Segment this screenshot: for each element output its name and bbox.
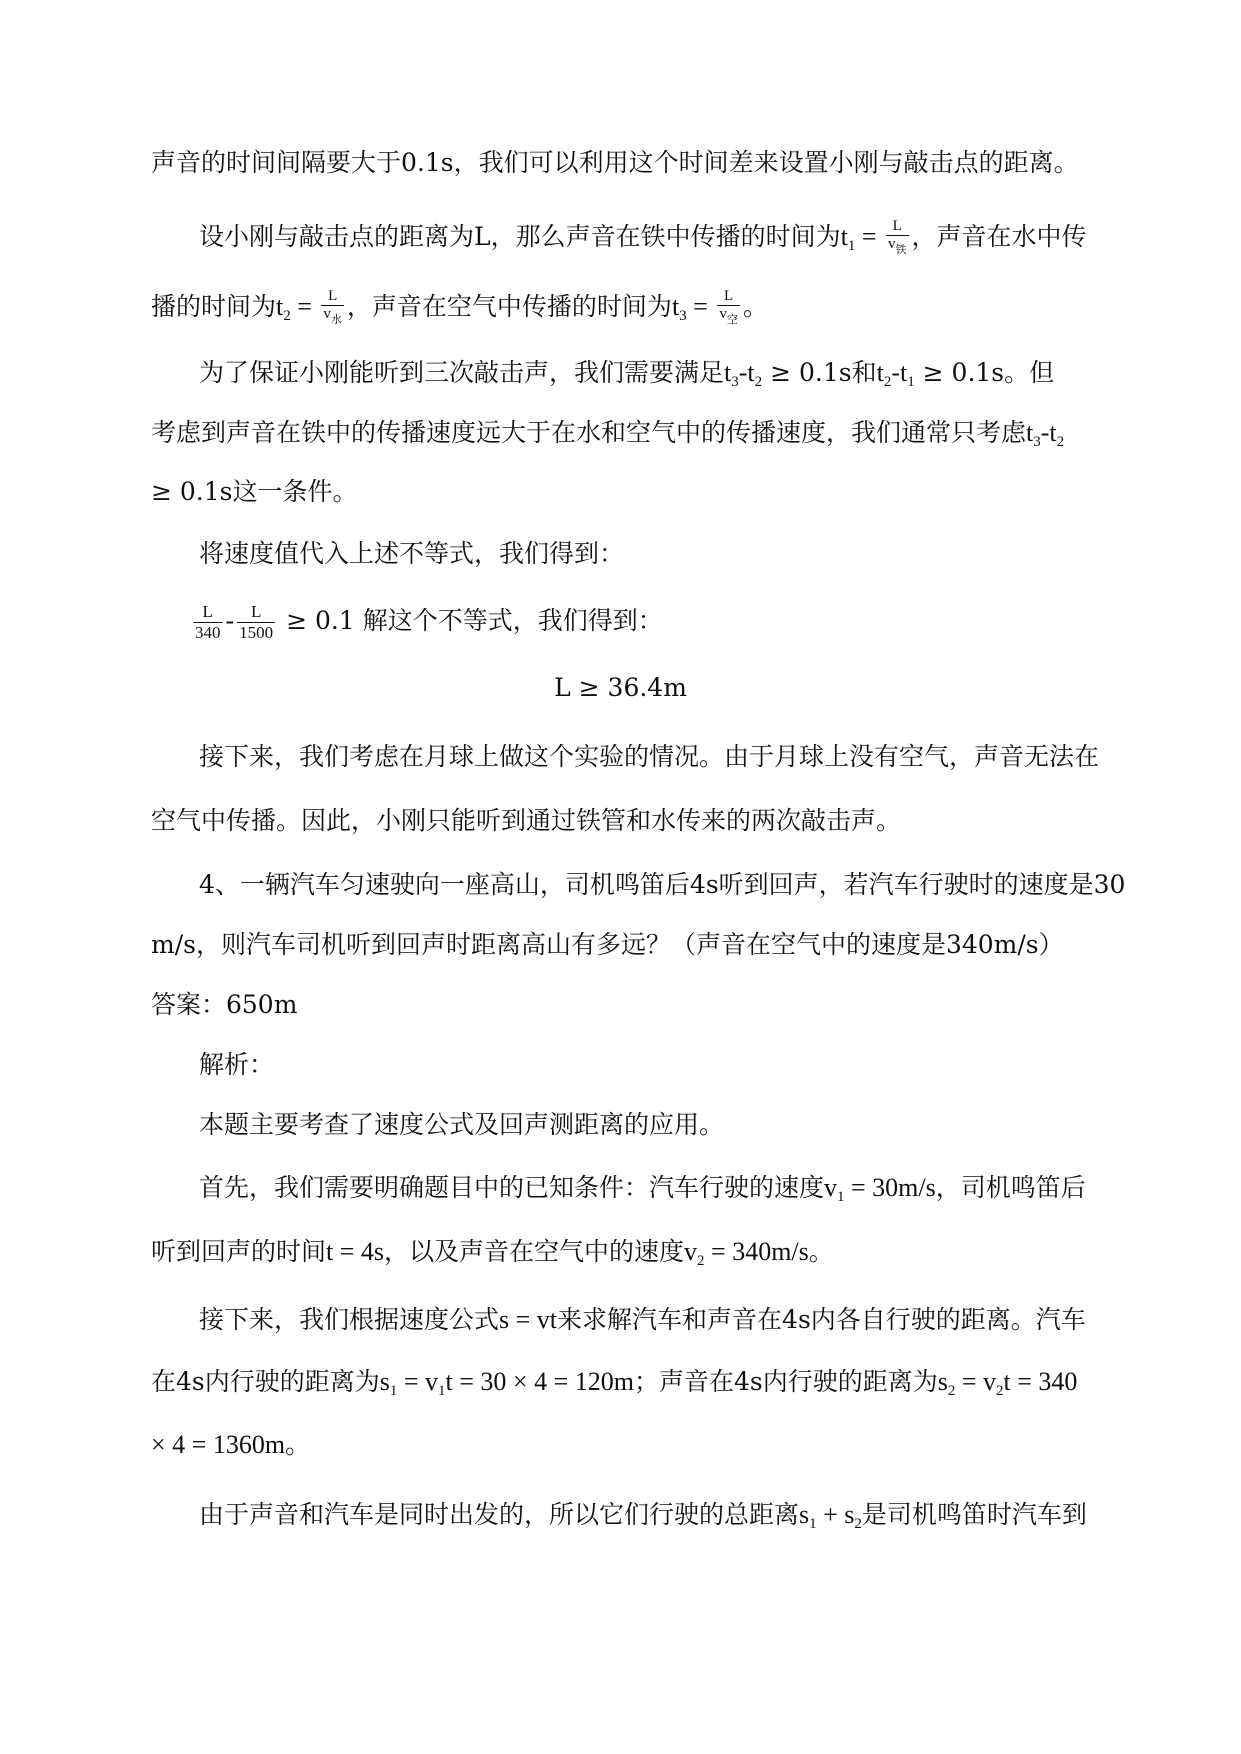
paragraph-line: ≥ 0.1s这一条件。 [151, 477, 358, 506]
paragraph-line: 接下来，我们考虑在月球上做这个实验的情况。由于月球上没有空气，声音无法在 [199, 742, 1100, 771]
text-span: ≥ 0.1s和 [762, 358, 877, 387]
math-sum: $s_1 + s_2$ [799, 1500, 862, 1532]
fraction: $\frac{L}{v_水}$ [323, 288, 342, 326]
fraction: $\frac{L}{340}$ [195, 602, 221, 642]
paragraph-line: 本题主要考查了速度公式及回声测距离的应用。 [199, 1110, 725, 1139]
text-span: 来求解汽车和声音在4s内各自行驶的距离。汽车 [557, 1305, 1086, 1334]
math-t: t = 4s [326, 1237, 385, 1266]
text-span: ，以及声音在空气中的速度 [384, 1237, 685, 1266]
math-s1: $s_1 = v_1t = 30 \times 4 = 120m$ [379, 1367, 634, 1399]
math-t2: $t_2$ = [276, 292, 319, 324]
text-span: 。 [808, 1237, 834, 1266]
paragraph-line [199, 358, 1054, 397]
text-span: ，声音在水中传 [911, 222, 1087, 251]
math-inequality: $t_2-t_1$ [876, 358, 915, 390]
paragraph-line [190, 602, 663, 643]
math-v2: $v_2 = 340m/s$ [684, 1237, 809, 1269]
paragraph-line [199, 1173, 1086, 1212]
text-span: 考虑到声音在铁中的传播速度远大于在水和空气中的传播速度，我们通常只考虑 [151, 418, 1027, 447]
paragraph-line: 将速度值代入上述不等式，我们得到： [199, 539, 625, 568]
analysis-heading: 解析： [199, 1050, 275, 1079]
math-t1: $t_1$ = [840, 222, 884, 254]
paragraph-line [199, 1500, 1087, 1539]
text-span: - [225, 606, 235, 635]
math-s2: $s_2 = v_2t = 340$ [937, 1367, 1078, 1399]
paragraph-line [199, 1305, 1086, 1335]
text-span: 听到回声的时间 [151, 1237, 327, 1266]
math-inequality: $t_3-t_2$ [724, 358, 763, 390]
math-v1: $v_1 = 30m/s$ [824, 1173, 936, 1205]
text-span: 在4s内行驶的距离为 [151, 1367, 380, 1396]
math-result: × 4 = 1360m。 [151, 1430, 312, 1459]
text-span: 是司机鸣笛时汽车到 [861, 1500, 1087, 1529]
text-span: ；声音在4s内行驶的距离为 [633, 1367, 938, 1396]
text-span: ≥ 0.1 解这个不等式，我们得到： [278, 606, 663, 635]
text-span: 接下来，我们根据速度公式 [199, 1305, 500, 1334]
fraction: $\frac{L}{v_空}$ [719, 288, 738, 326]
paragraph-line: 声音的时间间隔要大于0.1s，我们可以利用这个时间差来设置小刚与敲击点的距离。 [151, 148, 1079, 177]
math-inequality: $t_3-t_2$ [1026, 418, 1065, 450]
text-span: 播的时间为 [151, 292, 277, 321]
text-span: 设小刚与敲击点的距离为L，那么声音在铁中传播的时间为 [199, 222, 841, 251]
answer-line: 答案：650m [151, 990, 298, 1019]
math-t3: $t_3$ = [671, 292, 715, 324]
paragraph-line [151, 418, 1064, 457]
paragraph-line [151, 288, 768, 331]
text-span: 。 [742, 292, 768, 321]
text-span: ，声音在空气中传播的时间为 [346, 292, 672, 321]
text-span: ≥ 0.1s。但 [914, 358, 1055, 387]
fraction: $\frac{L}{v_铁}$ [888, 218, 907, 256]
centered-equation: L ≥ 36.4m [554, 673, 687, 702]
text-span: 为了保证小刚能听到三次敲击声，我们需要满足 [199, 358, 725, 387]
text-span: 由于声音和汽车是同时出发的，所以它们行驶的总距离 [199, 1500, 800, 1529]
question-line: 4、一辆汽车匀速驶向一座高山，司机鸣笛后4s听到回声，若汽车行驶时的速度是30 [199, 870, 1126, 899]
math-formula: s = vt [499, 1305, 558, 1334]
paragraph-line [199, 218, 1087, 261]
fraction: $\frac{L}{1500}$ [239, 602, 274, 642]
paragraph-line: 空气中传播。因此，小刚只能听到通过铁管和水传来的两次敲击声。 [151, 806, 902, 835]
paragraph-line [151, 1367, 1077, 1406]
paragraph-line [151, 1430, 311, 1460]
question-line: m/s，则汽车司机听到回声时距离高山有多远？（声音在空气中的速度是340m/s） [151, 930, 1064, 959]
paragraph-line [151, 1237, 834, 1276]
text-span: 首先，我们需要明确题目中的已知条件：汽车行驶的速度 [199, 1173, 825, 1202]
text-span: ，司机鸣笛后 [935, 1173, 1086, 1202]
